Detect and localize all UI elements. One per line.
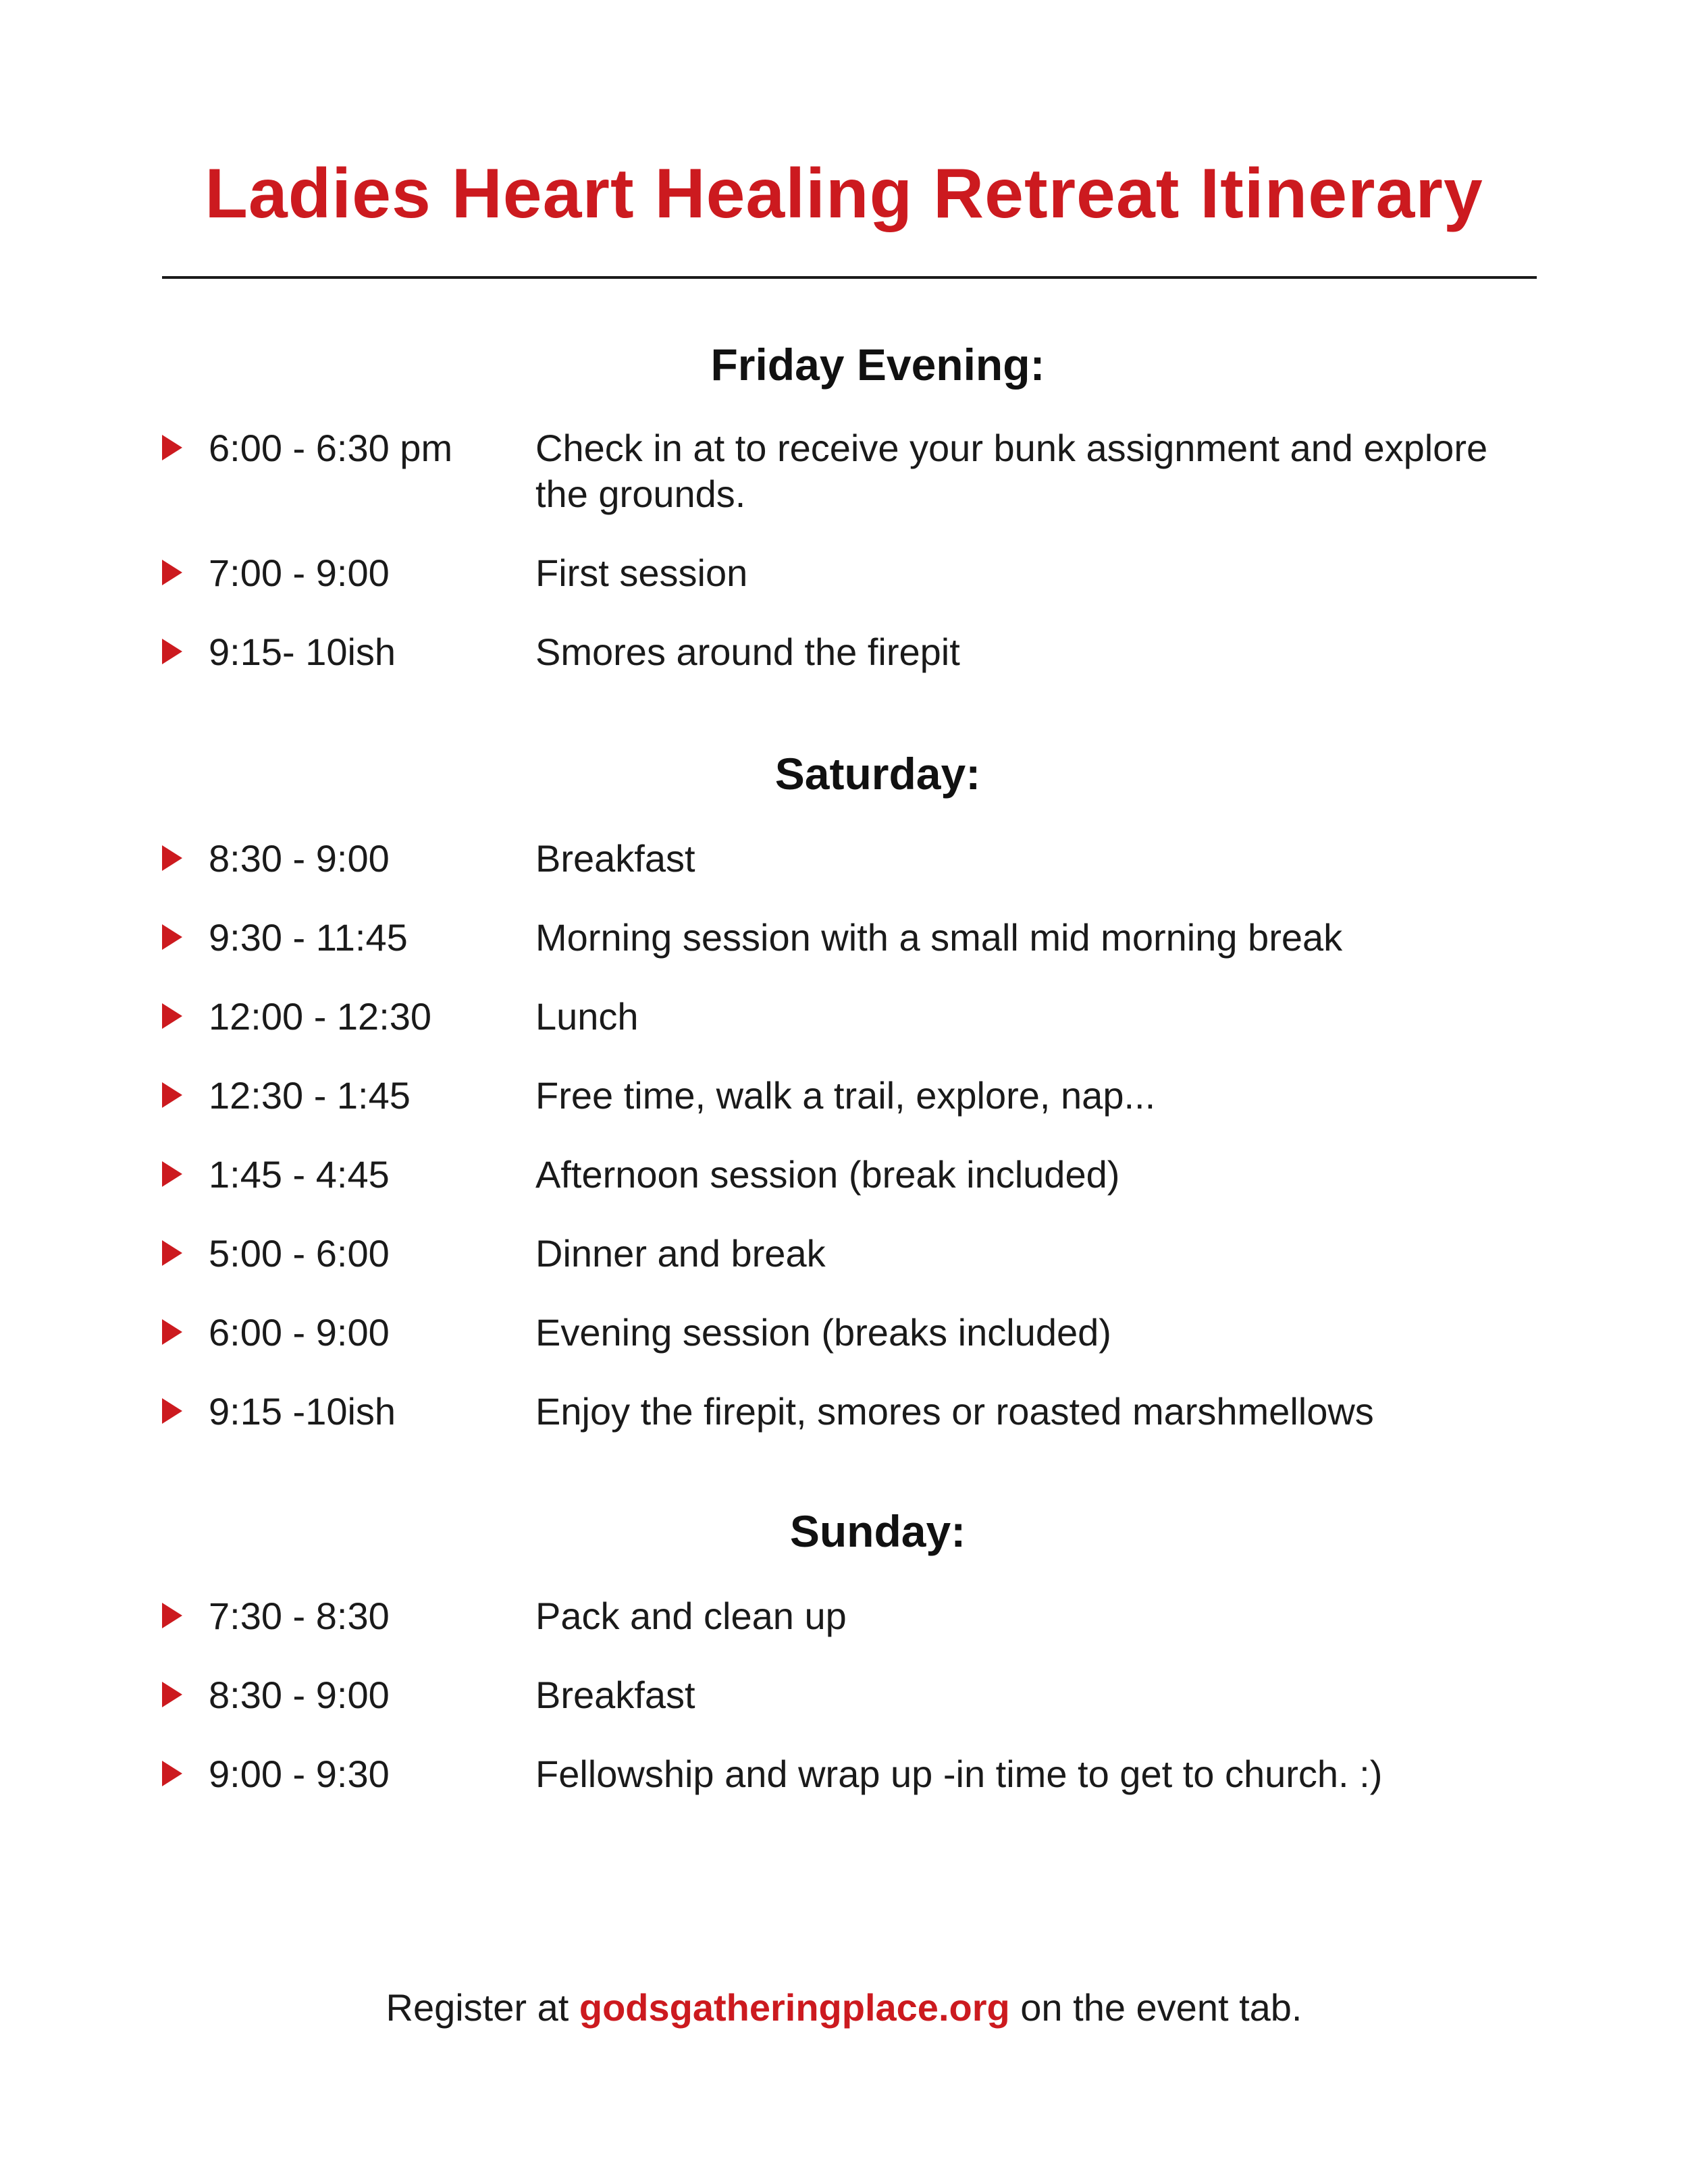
- item-time: 9:15 -10ish: [209, 1390, 396, 1433]
- item-description: Breakfast: [535, 837, 695, 880]
- title-divider: [162, 276, 1537, 279]
- item-description: Check in at to receive your bunk assignment and explore the grounds.: [535, 427, 1488, 515]
- bullet-arrow-icon: [162, 845, 182, 871]
- item-description: Morning session with a small mid morning break: [535, 916, 1343, 959]
- item-time: 8:30 - 9:00: [209, 1674, 390, 1716]
- bullet-arrow-icon: [162, 1161, 182, 1187]
- item-description: Smores around the firepit: [535, 631, 960, 673]
- bullet-arrow-icon: [162, 1398, 182, 1424]
- bullet-arrow-icon: [162, 1682, 182, 1707]
- item-time: 12:30 - 1:45: [209, 1074, 411, 1117]
- footer-prefix: Register at: [386, 1986, 569, 2029]
- page-title: Ladies Heart Healing Retreat Itinerary: [205, 155, 1483, 233]
- item-description: Pack and clean up: [535, 1595, 847, 1637]
- register-footer: [0, 1986, 1688, 2029]
- bullet-arrow-icon: [162, 1240, 182, 1266]
- item-time: 7:30 - 8:30: [209, 1595, 390, 1637]
- bullet-arrow-icon: [162, 1319, 182, 1345]
- item-description: Lunch: [535, 995, 639, 1038]
- item-description: Free time, walk a trail, explore, nap...: [535, 1074, 1156, 1117]
- bullet-arrow-icon: [162, 924, 182, 950]
- item-time: 8:30 - 9:00: [209, 837, 390, 880]
- bullet-arrow-icon: [162, 1003, 182, 1029]
- item-description: Enjoy the firepit, smores or roasted marshmellows: [535, 1390, 1374, 1433]
- item-time: 12:00 - 12:30: [209, 995, 432, 1038]
- bullet-arrow-icon: [162, 1761, 182, 1786]
- item-time: 7:00 - 9:00: [209, 552, 390, 594]
- bullet-arrow-icon: [162, 435, 182, 460]
- item-description: First session: [535, 552, 748, 594]
- item-time: 9:15- 10ish: [209, 631, 396, 673]
- item-description: Afternoon session (break included): [535, 1153, 1120, 1196]
- section-heading-sunday: Sunday:: [789, 1506, 966, 1556]
- footer-suffix: on the event tab.: [1020, 1986, 1302, 2029]
- item-time: 5:00 - 6:00: [209, 1232, 390, 1275]
- bullet-arrow-icon: [162, 1603, 182, 1628]
- item-time: 6:00 - 6:30 pm: [209, 427, 453, 469]
- item-description: Evening session (breaks included): [535, 1311, 1111, 1354]
- section-heading-friday: Friday Evening:: [710, 340, 1045, 390]
- bullet-arrow-icon: [162, 639, 182, 664]
- item-time: 9:00 - 9:30: [209, 1753, 390, 1795]
- item-time: 6:00 - 9:00: [209, 1311, 390, 1354]
- item-time: 9:30 - 11:45: [209, 916, 408, 959]
- item-time: 1:45 - 4:45: [209, 1153, 390, 1196]
- bullet-arrow-icon: [162, 560, 182, 585]
- item-description: Fellowship and wrap up -in time to get to church. :): [535, 1753, 1383, 1795]
- item-description: Breakfast: [535, 1674, 695, 1716]
- bullet-arrow-icon: [162, 1082, 182, 1108]
- item-description: Dinner and break: [535, 1232, 826, 1275]
- section-heading-saturday: Saturday:: [774, 749, 981, 799]
- register-link[interactable]: godsgatheringplace.org: [579, 1986, 1010, 2029]
